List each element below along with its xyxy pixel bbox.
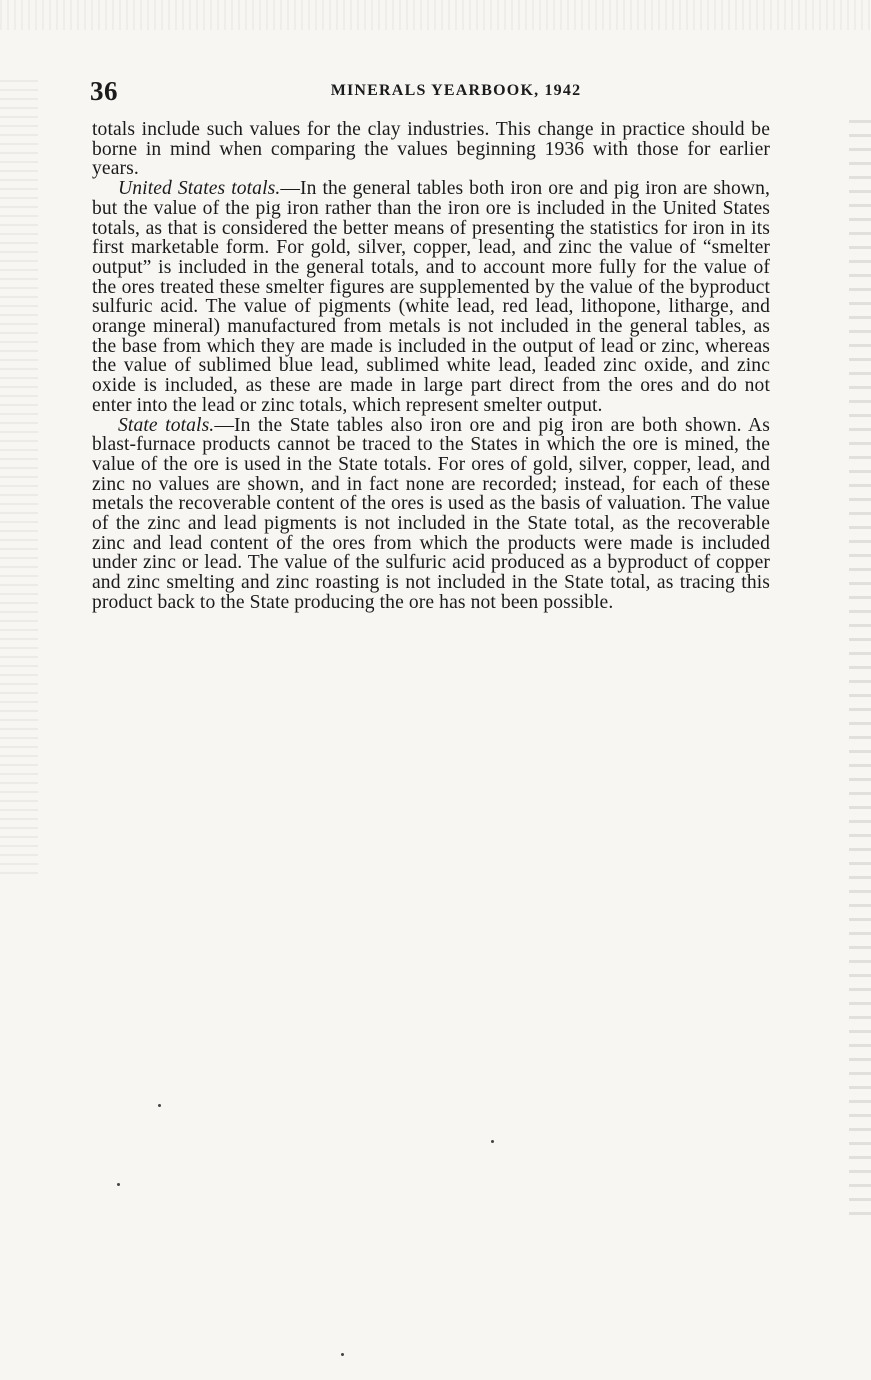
- running-head: MINERALS YEARBOOK, 1942: [330, 82, 582, 99]
- paragraph-text: totals include such values for the clay industries. This change in practice should be borne in mind when comparing the values beginning 1936 with those for earlier years.: [92, 119, 770, 180]
- scan-edge-right: [849, 120, 871, 1220]
- paragraph-continuation: [92, 120, 770, 179]
- paragraph-state-totals: [92, 416, 770, 613]
- body-text: [92, 120, 770, 613]
- scan-edge-left: [0, 80, 38, 880]
- scan-speck: [158, 1104, 161, 1107]
- paragraph-text: —In the general tables both iron ore and pig iron are shown, but the value of the pig iron rather than the iron ore is included in the United States totals, as that is considered the better means of presenting the statistics for iron in its first marketable form. For gold, silver, copper, lead, and zinc the value of “smelter output” is included in the general totals, and to account more fully for the value of the ores treated these smelter figures are supplemented by the value of the byproduct sulfuric acid. The value of pigments (white lead, red lead, lithopone, litharge, and orange mineral) manufactured from metals is not included in the general tables, as the base from which they are made is included in the output of lead or zinc, whereas the value of sublimed blue lead, sublimed white lead, leaded zinc oxide, and zinc oxide is included, as these are made in large part direct from the ores and do not enter into the lead or zinc totals, which represent smelter output.: [92, 178, 770, 416]
- paragraph-lead-in: United States totals.: [118, 178, 281, 200]
- scan-speck: [341, 1353, 344, 1356]
- paragraph-text: —In the State tables also iron ore and pig iron are both shown. As blast-furnace products cannot be traced to the States in which the ore is mined, the value of the ore is used in the State totals. For ores of gold, silver, copper, lead, and zinc no values are shown, and in fact none are recorded; instead, for each of these metals the recoverable content of the ores is used as the basis of valuation. The value of the zinc and lead pigments is not included in the State total, as the recoverable zinc and lead content of the ores from which the products were made is included under zinc or lead. The value of the sulfuric acid produced as a byproduct of copper and zinc smelting and zinc roasting is not included in the State total, as tracing this product back to the State producing the ore has not been possible.: [92, 414, 771, 613]
- page-number: 36: [90, 76, 118, 106]
- scan-edge-top: [0, 0, 871, 30]
- scan-speck: [491, 1140, 494, 1143]
- paragraph-lead-in: State totals.: [118, 414, 215, 436]
- page-header: [86, 76, 776, 112]
- paragraph-united-states-totals: [92, 179, 770, 415]
- scan-speck: [117, 1183, 120, 1186]
